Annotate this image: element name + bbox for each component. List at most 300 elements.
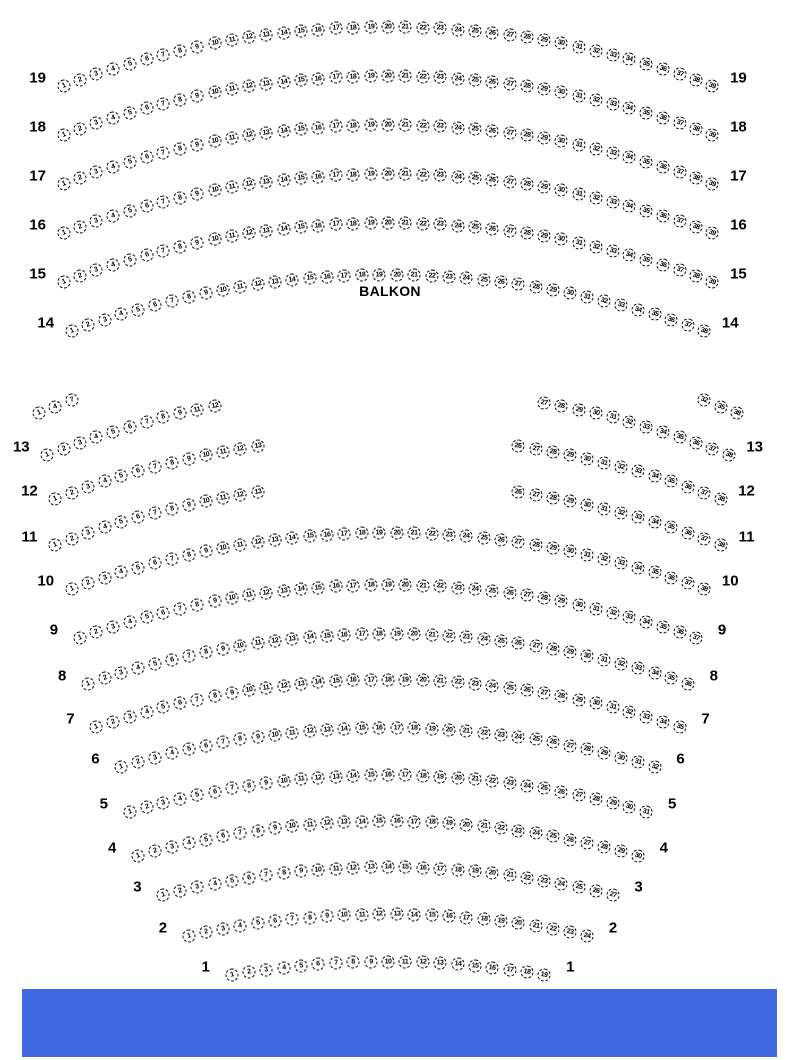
seat[interactable]: 31 [605, 700, 621, 716]
seat[interactable]: 13 [390, 908, 403, 921]
seat[interactable]: 30 [588, 696, 604, 712]
seat[interactable]: 38 [712, 537, 729, 554]
seat[interactable]: 33 [638, 708, 654, 724]
seat[interactable]: 5 [122, 252, 138, 268]
seat[interactable]: 19 [364, 118, 377, 131]
seat[interactable]: 1 [181, 928, 197, 944]
seat[interactable]: 7 [156, 145, 172, 161]
seat[interactable]: 16 [311, 170, 325, 184]
seat[interactable]: 7 [156, 96, 172, 112]
seat[interactable]: 1 [130, 848, 146, 864]
seat[interactable]: 7 [139, 414, 155, 430]
seat[interactable]: 10 [198, 493, 213, 508]
seat[interactable]: 8 [242, 778, 257, 793]
seat[interactable]: 23 [537, 873, 552, 888]
seat[interactable]: 6 [156, 605, 172, 621]
seat[interactable]: 23 [433, 218, 447, 232]
seat[interactable]: 28 [545, 490, 560, 505]
seat[interactable]: 34 [646, 468, 662, 484]
seat[interactable]: 37 [671, 262, 687, 278]
seat[interactable]: 30 [579, 648, 595, 664]
seat[interactable]: 28 [554, 398, 569, 413]
seat[interactable]: 30 [554, 183, 569, 198]
seat[interactable]: 11 [303, 818, 317, 832]
seat[interactable]: 15 [294, 24, 308, 38]
seat[interactable]: 9 [181, 497, 197, 513]
seat[interactable]: 6 [139, 149, 155, 165]
seat[interactable]: 17 [329, 22, 343, 36]
seat[interactable]: 23 [451, 581, 465, 595]
seat[interactable]: 20 [511, 916, 526, 931]
seat[interactable]: 26 [511, 439, 526, 454]
seat[interactable]: 30 [588, 406, 604, 422]
seat[interactable]: 20 [485, 866, 499, 880]
seat[interactable]: 11 [224, 229, 239, 244]
seat[interactable]: 3 [156, 795, 172, 811]
seat[interactable]: 28 [545, 641, 560, 656]
seat[interactable]: 31 [579, 289, 595, 305]
seat[interactable]: 13 [268, 275, 283, 290]
seat[interactable]: 32 [588, 239, 604, 255]
seat[interactable]: 7 [233, 826, 248, 841]
seat[interactable]: 3 [147, 750, 163, 766]
seat[interactable]: 24 [451, 72, 465, 86]
seat[interactable]: 15 [425, 908, 439, 922]
seat[interactable]: 26 [588, 883, 604, 899]
seat[interactable]: 12 [346, 861, 359, 874]
seat[interactable]: 8 [173, 92, 189, 108]
seat[interactable]: 18 [346, 217, 359, 230]
seat[interactable]: 2 [55, 440, 72, 457]
seat[interactable]: 31 [605, 410, 621, 426]
seat[interactable]: 32 [613, 505, 629, 521]
seat[interactable]: 19 [382, 578, 395, 591]
seat[interactable]: 14 [451, 957, 465, 971]
seat[interactable]: 10 [311, 863, 325, 877]
seat[interactable]: 27 [537, 395, 552, 410]
seat[interactable]: 32 [588, 43, 604, 59]
seat[interactable]: 35 [638, 203, 654, 219]
seat[interactable]: 31 [571, 186, 586, 201]
seat[interactable]: 18 [416, 769, 429, 782]
seat[interactable]: 4 [173, 791, 189, 807]
seat[interactable]: 29 [545, 282, 560, 297]
seat[interactable]: 9 [190, 137, 205, 152]
seat[interactable]: 8 [181, 289, 197, 305]
seat[interactable]: 28 [520, 128, 535, 143]
seat[interactable]: 8 [164, 455, 180, 471]
seat[interactable]: 2 [80, 575, 97, 592]
seat[interactable]: 33 [630, 660, 646, 676]
seat[interactable]: 7 [259, 868, 274, 883]
seat[interactable]: 9 [250, 729, 265, 744]
seat[interactable]: 9 [190, 186, 205, 201]
seat[interactable]: 1 [63, 323, 80, 340]
seat[interactable]: 36 [671, 624, 687, 640]
seat[interactable]: 10 [233, 638, 248, 653]
seat[interactable]: 11 [224, 33, 239, 48]
seat[interactable]: 16 [416, 861, 429, 874]
seat[interactable]: 8 [156, 410, 172, 426]
seat[interactable]: 11 [224, 180, 239, 195]
seat[interactable]: 20 [442, 723, 456, 737]
seat[interactable]: 23 [494, 727, 509, 742]
seat[interactable]: 26 [520, 683, 535, 698]
seat[interactable]: 20 [382, 20, 395, 33]
seat[interactable]: 34 [646, 665, 662, 681]
seat[interactable]: 15 [294, 171, 308, 185]
seat[interactable]: 33 [630, 509, 646, 525]
seat[interactable]: 16 [390, 815, 403, 828]
seat[interactable]: 39 [704, 176, 721, 193]
seat[interactable]: 6 [130, 463, 146, 479]
seat[interactable]: 4 [105, 257, 121, 273]
seat[interactable]: 1 [72, 630, 89, 647]
seat[interactable]: 4 [105, 61, 121, 77]
seat[interactable]: 1 [122, 804, 138, 820]
seat[interactable]: 2 [130, 754, 146, 770]
seat[interactable]: 26 [511, 485, 526, 500]
seat[interactable]: 20 [390, 268, 403, 281]
seat[interactable]: 17 [338, 269, 352, 283]
seat[interactable]: 22 [416, 168, 429, 181]
seat[interactable]: 12 [416, 956, 429, 969]
seat[interactable]: 16 [338, 628, 352, 642]
seat[interactable]: 37 [704, 440, 721, 457]
seat[interactable]: 22 [520, 870, 535, 885]
seat[interactable]: 10 [338, 908, 352, 922]
seat[interactable]: 34 [630, 301, 646, 317]
seat[interactable]: 7 [285, 912, 299, 926]
seat[interactable]: 15 [364, 769, 377, 782]
seat[interactable]: 30 [554, 232, 569, 247]
seat[interactable]: 30 [613, 750, 629, 766]
seat[interactable]: 36 [655, 159, 671, 175]
seat[interactable]: 22 [433, 580, 447, 594]
seat[interactable]: 6 [311, 957, 325, 971]
seat[interactable]: 27 [579, 835, 595, 851]
seat[interactable]: 27 [562, 738, 577, 753]
seat[interactable]: 29 [537, 33, 552, 48]
seat[interactable]: 6 [139, 247, 155, 263]
seat[interactable]: 10 [285, 819, 299, 833]
seat[interactable]: 16 [311, 23, 325, 37]
seat[interactable]: 3 [80, 479, 97, 496]
seat[interactable]: 24 [554, 876, 569, 891]
seat[interactable]: 21 [425, 628, 439, 642]
seat[interactable]: 13 [250, 439, 265, 454]
seat[interactable]: 21 [416, 579, 429, 592]
seat[interactable]: 1 [55, 225, 72, 242]
seat[interactable]: 31 [638, 804, 654, 820]
seat[interactable]: 38 [688, 268, 705, 285]
seat[interactable]: 18 [382, 673, 395, 686]
seat[interactable]: 35 [646, 306, 662, 322]
seat[interactable]: 5 [122, 56, 138, 72]
seat[interactable]: 4 [207, 876, 222, 891]
seat[interactable]: 13 [294, 677, 308, 691]
seat[interactable]: 20 [451, 771, 465, 785]
seat[interactable]: 35 [638, 105, 654, 121]
seat[interactable]: 27 [502, 224, 517, 239]
seat[interactable]: 11 [259, 680, 274, 695]
seat[interactable]: 32 [605, 605, 621, 621]
seat[interactable]: 9 [259, 776, 274, 791]
seat[interactable]: 27 [537, 685, 552, 700]
seat[interactable]: 12 [259, 586, 274, 601]
seat[interactable]: 14 [355, 815, 368, 828]
seat[interactable]: 10 [207, 85, 222, 100]
seat[interactable]: 6 [268, 914, 283, 929]
seat[interactable]: 32 [588, 92, 604, 108]
seat[interactable]: 25 [485, 584, 499, 598]
seat[interactable]: 21 [399, 20, 412, 33]
seat[interactable]: 12 [276, 678, 290, 692]
seat[interactable]: 35 [663, 519, 679, 535]
seat[interactable]: 13 [259, 126, 274, 141]
seat[interactable]: 13 [276, 584, 290, 598]
seat[interactable]: 20 [459, 818, 473, 832]
seat[interactable]: 38 [688, 219, 705, 236]
seat[interactable]: 11 [224, 82, 239, 97]
seat[interactable]: 23 [502, 776, 517, 791]
seat[interactable]: 26 [562, 832, 577, 847]
seat[interactable]: 3 [88, 115, 104, 131]
seat[interactable]: 13 [259, 77, 274, 92]
seat[interactable]: 35 [646, 564, 662, 580]
seat[interactable]: 1 [113, 759, 129, 775]
seat[interactable]: 21 [399, 216, 412, 229]
seat[interactable]: 19 [494, 914, 509, 929]
seat[interactable]: 21 [399, 167, 412, 180]
seat[interactable]: 16 [485, 960, 499, 974]
seat[interactable]: 26 [485, 222, 499, 236]
seat[interactable]: 22 [425, 527, 439, 541]
seat[interactable]: 4 [276, 960, 290, 974]
seat[interactable]: 2 [63, 531, 80, 548]
seat[interactable]: 31 [596, 501, 612, 517]
seat[interactable]: 32 [646, 759, 662, 775]
seat[interactable]: 11 [285, 725, 299, 739]
seat[interactable]: 14 [276, 222, 290, 236]
seat[interactable]: 9 [190, 88, 205, 103]
seat[interactable]: 17 [329, 120, 343, 134]
seat[interactable]: 30 [562, 543, 577, 558]
seat[interactable]: 27 [528, 441, 543, 456]
seat[interactable]: 7 [329, 956, 343, 970]
seat[interactable]: 14 [276, 173, 290, 187]
seat[interactable]: 11 [233, 279, 248, 294]
seat[interactable]: 10 [207, 36, 222, 51]
seat[interactable]: 31 [630, 754, 646, 770]
seat[interactable]: 12 [233, 487, 248, 502]
seat[interactable]: 34 [655, 713, 671, 729]
seat[interactable]: 28 [545, 444, 560, 459]
seat[interactable]: 11 [233, 537, 248, 552]
seat[interactable]: 13 [285, 632, 299, 646]
seat[interactable]: 10 [216, 540, 231, 555]
seat[interactable]: 10 [242, 683, 257, 698]
seat[interactable]: 20 [382, 118, 395, 131]
seat[interactable]: 27 [520, 588, 535, 603]
seat[interactable]: 2 [72, 219, 89, 236]
seat[interactable]: 5 [130, 301, 146, 317]
seat[interactable]: 3 [80, 525, 97, 542]
seat[interactable]: 33 [613, 297, 629, 313]
seat[interactable]: 36 [663, 569, 679, 585]
seat[interactable]: 1 [88, 719, 104, 735]
seat[interactable]: 25 [468, 122, 482, 136]
seat[interactable]: 23 [442, 270, 456, 284]
seat[interactable]: 6 [122, 419, 138, 435]
seat[interactable]: 3 [88, 262, 104, 278]
seat[interactable]: 27 [502, 28, 517, 43]
seat[interactable]: 26 [545, 735, 560, 750]
seat[interactable]: 3 [88, 66, 104, 82]
seat[interactable]: 23 [562, 925, 577, 940]
seat[interactable]: 26 [485, 173, 499, 187]
seat[interactable]: 11 [329, 862, 343, 876]
seat[interactable]: 1 [55, 274, 72, 291]
seat[interactable]: 4 [113, 306, 129, 322]
seat[interactable]: 22 [477, 725, 491, 739]
seat[interactable]: 8 [198, 644, 213, 659]
seat[interactable]: 1 [224, 967, 239, 982]
seat[interactable]: 19 [433, 770, 447, 784]
seat[interactable]: 23 [511, 823, 526, 838]
seat[interactable]: 13 [329, 770, 343, 784]
seat[interactable]: 2 [80, 317, 97, 334]
seat[interactable]: 9 [198, 285, 213, 300]
seat[interactable]: 22 [485, 774, 499, 788]
seat[interactable]: 8 [173, 190, 189, 206]
seat[interactable]: 1 [80, 676, 97, 693]
seat[interactable]: 14 [294, 582, 308, 596]
seat[interactable]: 9 [268, 821, 283, 836]
seat[interactable]: 21 [399, 118, 412, 131]
seat[interactable]: 25 [468, 171, 482, 185]
seat[interactable]: 30 [571, 597, 586, 612]
seat[interactable]: 32 [596, 293, 612, 309]
seat[interactable]: 25 [468, 73, 482, 87]
seat[interactable]: 25 [571, 879, 586, 894]
seat[interactable]: 4 [113, 564, 129, 580]
seat[interactable]: 7 [156, 47, 172, 63]
seat[interactable]: 12 [242, 30, 257, 45]
seat[interactable]: 33 [605, 96, 621, 112]
seat[interactable]: 39 [704, 78, 721, 95]
seat[interactable]: 21 [468, 772, 482, 786]
seat[interactable]: 27 [511, 535, 526, 550]
seat[interactable]: 29 [545, 540, 560, 555]
seat[interactable]: 18 [346, 21, 359, 34]
seat[interactable]: 7 [147, 459, 163, 475]
seat[interactable]: 1 [39, 447, 56, 464]
seat[interactable]: 38 [720, 447, 737, 464]
seat[interactable]: 4 [130, 660, 146, 676]
seat[interactable]: 27 [528, 638, 543, 653]
seat[interactable]: 9 [190, 39, 205, 54]
seat[interactable]: 36 [680, 676, 697, 693]
seat[interactable]: 5 [113, 468, 129, 484]
seat[interactable]: 33 [630, 463, 646, 479]
seat[interactable]: 30 [579, 451, 595, 467]
seat[interactable]: 10 [207, 134, 222, 149]
seat[interactable]: 37 [671, 115, 687, 131]
seat[interactable]: 28 [520, 226, 535, 241]
seat[interactable]: 25 [494, 633, 509, 648]
seat[interactable]: 13 [259, 175, 274, 190]
seat[interactable]: 38 [728, 405, 745, 422]
seat[interactable]: 15 [320, 629, 334, 643]
seat[interactable]: 7 [216, 735, 231, 750]
seat[interactable]: 38 [696, 323, 713, 340]
seat[interactable]: 34 [621, 198, 637, 214]
seat[interactable]: 5 [113, 514, 129, 530]
seat[interactable]: 17 [459, 911, 473, 925]
seat[interactable]: 27 [502, 77, 517, 92]
seat[interactable]: 11 [216, 444, 231, 459]
seat[interactable]: 14 [285, 273, 299, 287]
seat[interactable]: 21 [433, 674, 447, 688]
seat[interactable]: 4 [47, 398, 64, 415]
seat[interactable]: 15 [294, 122, 308, 136]
seat[interactable]: 31 [596, 652, 612, 668]
seat[interactable]: 1 [55, 78, 72, 95]
seat[interactable]: 8 [164, 501, 180, 517]
seat[interactable]: 31 [571, 137, 586, 152]
seat[interactable]: 5 [224, 873, 239, 888]
seat[interactable]: 1 [63, 581, 80, 598]
seat[interactable]: 7 [190, 692, 205, 707]
seat[interactable]: 17 [329, 169, 343, 183]
seat[interactable]: 35 [655, 619, 671, 635]
seat[interactable]: 29 [571, 692, 586, 707]
seat[interactable]: 20 [382, 167, 395, 180]
seat[interactable]: 25 [545, 829, 560, 844]
seat[interactable]: 7 [173, 601, 189, 617]
seat[interactable]: 18 [477, 912, 491, 926]
seat[interactable]: 25 [477, 531, 491, 545]
seat[interactable]: 23 [433, 22, 447, 36]
seat[interactable]: 24 [451, 121, 465, 135]
seat[interactable]: 10 [207, 183, 222, 198]
seat[interactable]: 19 [364, 167, 377, 180]
seat[interactable]: 2 [97, 670, 113, 686]
seat[interactable]: 16 [320, 528, 334, 542]
seat[interactable]: 5 [250, 916, 265, 931]
seat[interactable]: 22 [416, 217, 429, 230]
seat[interactable]: 27 [502, 175, 517, 190]
seat[interactable]: 29 [537, 229, 552, 244]
seat[interactable]: 36 [655, 61, 671, 77]
seat[interactable]: 17 [399, 769, 412, 782]
seat[interactable]: 13 [338, 816, 352, 830]
seat[interactable]: 8 [346, 956, 359, 969]
seat[interactable]: 4 [139, 704, 155, 720]
seat[interactable]: 19 [399, 673, 412, 686]
seat[interactable]: 12 [311, 771, 325, 785]
seat[interactable]: 10 [207, 232, 222, 247]
seat[interactable]: 24 [459, 271, 473, 285]
seat[interactable]: 28 [579, 742, 595, 758]
seat[interactable]: 32 [596, 551, 612, 567]
seat[interactable]: 29 [537, 82, 552, 97]
seat[interactable]: 13 [433, 956, 447, 970]
seat[interactable]: 6 [164, 652, 180, 668]
seat[interactable]: 38 [712, 491, 729, 508]
seat[interactable]: 11 [224, 131, 239, 146]
